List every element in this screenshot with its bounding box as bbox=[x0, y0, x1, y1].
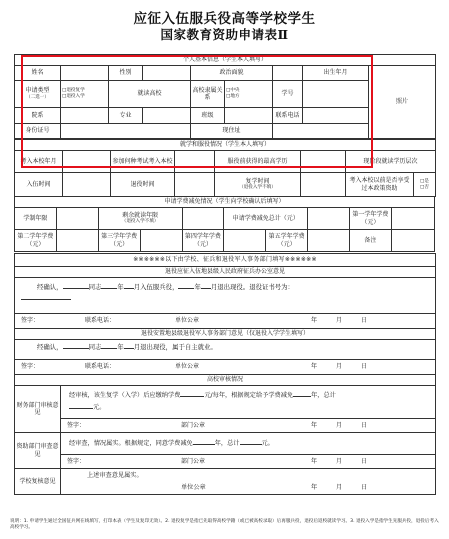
option-new[interactable]: □退役入学 bbox=[62, 94, 85, 99]
label-highest-edu: 服役前获得的最高学历 bbox=[215, 151, 301, 173]
finance-statement: 经审核，该生复学（入学）后应缴纳学费 元/每年，根据规定给予学费减免 年，总计 元。 bbox=[61, 386, 436, 419]
label-current-level: 现阶段就读学历层次 bbox=[346, 151, 436, 173]
divider-text: ※※※※※※以下由学校、征兵和退役军人事务部门填写※※※※※※ bbox=[15, 254, 436, 267]
option-local[interactable]: □地方 bbox=[226, 94, 240, 99]
aid-years-blank[interactable] bbox=[193, 444, 215, 445]
recruit-enlist-year-blank[interactable] bbox=[101, 288, 117, 289]
label-department: 院系 bbox=[15, 108, 61, 124]
certificate-number-blank[interactable] bbox=[21, 299, 71, 300]
label-enlist-school: 参加何种考试考入本校 bbox=[111, 151, 175, 173]
finance-total-blank[interactable] bbox=[69, 408, 93, 409]
recruit-name-blank[interactable] bbox=[63, 288, 89, 289]
recruit-discharge-year-blank[interactable] bbox=[178, 288, 194, 289]
total-field[interactable] bbox=[308, 208, 350, 230]
label-major: 专业 bbox=[109, 108, 143, 124]
recruit-statement: 经确认， 同志 年 月入伍服兵役， 年 月退出现役。退役证书号为： bbox=[15, 278, 436, 314]
remark-field[interactable] bbox=[391, 230, 434, 252]
recruit-phone-label: 联系电话： bbox=[85, 317, 116, 325]
review-label: 学校复核意见 bbox=[15, 469, 61, 495]
aid-label: 资助部门审查意见 bbox=[15, 433, 61, 469]
label-duration: 学制年限 bbox=[15, 208, 57, 230]
recruit-sign-label: 签字： bbox=[21, 317, 40, 325]
label-school-attr: 高校隶属关系 bbox=[191, 81, 225, 108]
label-enroll-time: 考入本校年月 bbox=[15, 151, 63, 173]
label-class: 班级 bbox=[191, 108, 225, 124]
label-year1: 第一学年学费（元） bbox=[350, 208, 392, 230]
year5-field[interactable] bbox=[308, 230, 350, 252]
label-political: 政治面貌 bbox=[191, 66, 273, 81]
photo-box[interactable]: 照片 bbox=[369, 66, 436, 139]
form-notes: 说明：1. 申请学生通过全国征兵网在线填写，打印本表（学生及复印无效）。2. 退役复学是指已先取得高校学籍（或已被高校录取）后再服兵役，退役后返校就读学习。3. 退役入学是指学生先服兵役，退役后考入高校学习。 bbox=[10, 519, 439, 530]
section-veteran-header: 退役安置地县级退役军人事务部门意见（仅退役入学学生填写） bbox=[15, 329, 436, 340]
year1-field[interactable] bbox=[391, 208, 434, 230]
finance-years-blank[interactable] bbox=[293, 396, 311, 397]
veteran-month-blank[interactable] bbox=[124, 348, 134, 349]
review-statement: 上述审查意见属实。 单位公章 年 月 日 bbox=[61, 469, 436, 495]
section-school-header: 高校审核情况 bbox=[15, 375, 436, 386]
label-remaining-years: 剩余就读年限 （退役入学不填） bbox=[98, 208, 182, 230]
aid-sign-row: 签字： 部门公章 年 月 日 bbox=[61, 455, 436, 469]
finance-tuition-blank[interactable] bbox=[180, 396, 204, 397]
label-apply-type: 申请类型 （二选一） bbox=[15, 81, 61, 108]
label-total: 申请学费减免总计（元） bbox=[224, 208, 308, 230]
label-enlist-time: 入伍时间 bbox=[15, 173, 63, 197]
label-phone: 联系电话 bbox=[273, 108, 303, 124]
label-discharge-time: 退役时间 bbox=[111, 173, 175, 197]
tuition-table bbox=[14, 196, 435, 252]
highlight-box bbox=[21, 55, 373, 168]
label-id-number: 身份证号 bbox=[15, 124, 61, 139]
form-title: 应征入伍服兵役高等学校学生 bbox=[133, 11, 316, 27]
label-year5: 第五学年学费（元） bbox=[266, 230, 308, 252]
label-student-id: 学号 bbox=[273, 81, 303, 108]
official-table bbox=[14, 253, 436, 495]
section-personal-header: 个人基本信息（学生本人填写） bbox=[15, 55, 436, 66]
veteran-statement: 经确认， 同志 年 月退出现役，属于自主就业。 bbox=[15, 340, 436, 360]
discharge-time-field[interactable] bbox=[175, 173, 215, 197]
aid-statement: 经审查，情况属实。根据规定，同意学费减免 年，总计 元。 bbox=[61, 433, 436, 455]
label-resume-time: 复学时间 （退役入学不填） bbox=[215, 173, 301, 197]
label-enjoyed-policy: 考入本校以前是否享受过本政策资助 bbox=[346, 173, 414, 197]
veteran-year-blank[interactable] bbox=[101, 348, 117, 349]
finance-label: 财务部门审核意见 bbox=[15, 386, 61, 433]
finance-sign-row: 签字： 部门公章 年 月 日 bbox=[61, 419, 436, 433]
year3-field[interactable] bbox=[140, 230, 182, 252]
recruit-sign-row: 签字： 联系电话： 单位公章 年 月 日 bbox=[15, 314, 436, 329]
label-year2: 第二学年学费（元） bbox=[15, 230, 57, 252]
option-central[interactable]: □中央 bbox=[226, 88, 240, 94]
recruit-discharge-month-blank[interactable] bbox=[201, 288, 211, 289]
remaining-field[interactable] bbox=[182, 208, 224, 230]
label-school: 就读高校 bbox=[109, 81, 191, 108]
label-address: 现住址 bbox=[191, 124, 273, 139]
section-recruit-header: 退役应征入伍地县级人民政府征兵办公室意见 bbox=[15, 267, 436, 278]
label-remark: 备注 bbox=[350, 230, 392, 252]
year2-field[interactable] bbox=[56, 230, 98, 252]
recruit-enlist-month-blank[interactable] bbox=[124, 288, 134, 289]
section-service-header: 就学和服役情况（学生本人填写） bbox=[15, 140, 436, 151]
veteran-sign-row: 签字： 联系电话： 单位公章 年 月 日 bbox=[15, 360, 436, 375]
veteran-name-blank[interactable] bbox=[63, 348, 89, 349]
option-yes[interactable]: □是 bbox=[420, 178, 429, 184]
resume-time-field[interactable] bbox=[301, 173, 346, 197]
option-resume[interactable]: □退役复学 bbox=[62, 88, 85, 94]
label-year3: 第三学年学费（元） bbox=[98, 230, 140, 252]
enjoyed-policy-options[interactable] bbox=[414, 173, 436, 197]
recruit-seal-label: 单位公章 bbox=[175, 317, 200, 325]
label-birth: 出生年月 bbox=[303, 66, 369, 81]
label-year4: 第四学年学费（元） bbox=[182, 230, 224, 252]
year4-field[interactable] bbox=[224, 230, 266, 252]
aid-total-blank[interactable] bbox=[240, 444, 262, 445]
option-no[interactable]: □否 bbox=[420, 184, 429, 190]
form-subtitle: 国家教育资助申请表Ⅱ bbox=[160, 27, 289, 42]
label-gender: 性别 bbox=[109, 66, 143, 81]
section-tuition-header: 申请学费减免情况（学生向学校确认后填写） bbox=[15, 197, 435, 208]
enlist-time-field[interactable] bbox=[63, 173, 111, 197]
duration-field[interactable] bbox=[56, 208, 98, 230]
label-name: 姓名 bbox=[15, 66, 61, 81]
